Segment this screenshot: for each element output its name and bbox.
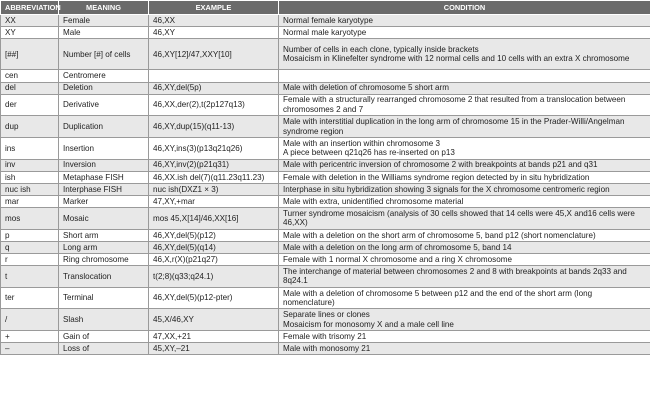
condition-line: Number of cells in each clone, typically inside brackets	[283, 44, 479, 54]
table-row	[1, 94, 650, 116]
cell-example: 45,XY,–21	[149, 343, 279, 355]
cell-abbreviation: q	[1, 241, 59, 253]
cell-abbreviation: cen	[1, 70, 59, 82]
cell-abbreviation: mos	[1, 208, 59, 230]
condition-line: Male with interstitial duplication in the long arm of chromosome 15 in the Prader-Willi/Angelman syndrome region	[283, 117, 625, 136]
condition-line: The interchange of material between chromosomes 2 and 8 with breakpoints at bands 2q33 and 8q24.1	[283, 266, 627, 286]
cell-meaning: Interphase FISH	[59, 183, 149, 195]
cell-abbreviation: r	[1, 253, 59, 265]
condition-line: Mosaicism in Klinefelter syndrome with 12 normal cells and 10 cells with an extra X chromosome	[283, 54, 630, 64]
condition-line: A piece between q21q26 has re-inserted on p13	[283, 148, 455, 158]
cell-meaning: Loss of	[59, 343, 149, 355]
cell-condition	[279, 82, 650, 94]
condition-line: Normal female karyotype	[283, 15, 373, 25]
cell-example: 46,XX.ish del(7)(q11.23q11.23)	[149, 171, 279, 183]
cell-example: 46,X,r(X)(p21q27)	[149, 253, 279, 265]
condition-line: Separate lines or clones	[283, 310, 370, 320]
table-row	[1, 266, 650, 288]
cell-condition	[279, 171, 650, 183]
condition-line: Mosaicism for monosomy X and a male cell line	[283, 319, 454, 329]
cell-example: 46,XY,del(5)(q14)	[149, 241, 279, 253]
table-row	[1, 39, 650, 70]
table-row	[1, 253, 650, 265]
condition-line: Interphase in situ hybridization showing 3 signals for the X chromosome centromeric region	[283, 184, 610, 194]
cell-example: 47,XX,+21	[149, 331, 279, 343]
cell-meaning: Marker	[59, 196, 149, 208]
cell-meaning: Metaphase FISH	[59, 171, 149, 183]
cell-abbreviation: /	[1, 309, 59, 331]
cell-example: 46,XY,del(5p)	[149, 82, 279, 94]
cell-example: 46,XY,inv(2)(p21q31)	[149, 159, 279, 171]
cell-meaning: Mosaic	[59, 208, 149, 230]
condition-line: Male with pericentric inversion of chromosome 2 with breakpoints at bands p21 and q31	[283, 160, 598, 170]
cell-condition	[279, 183, 650, 195]
cell-condition	[279, 138, 650, 160]
cell-abbreviation: del	[1, 82, 59, 94]
cell-example: 46,XX,der(2),t(2p127q13)	[149, 94, 279, 116]
cell-meaning: Gain of	[59, 331, 149, 343]
cell-meaning: Male	[59, 27, 149, 39]
cell-meaning: Insertion	[59, 138, 149, 160]
condition-line: Female with 1 normal X chromosome and a ring X chromosome	[283, 254, 512, 264]
condition-line: Male with an insertion within chromosome 3	[283, 138, 440, 148]
cell-condition	[279, 196, 650, 208]
table-row	[1, 287, 650, 309]
cell-condition	[279, 70, 650, 82]
header-abbreviation: ABBREVIATION	[1, 1, 59, 15]
cell-meaning: Short arm	[59, 229, 149, 241]
condition-line: Female with a structurally rearranged chromosome 2 that resulted from a translocation between chromosomes 2 and 7	[283, 95, 626, 115]
condition-line: Female with trisomy 21	[283, 331, 367, 341]
cell-example: 46,XY[12]/47,XXY[10]	[149, 39, 279, 70]
table-row	[1, 208, 650, 230]
cell-example: mos 45,X[14]/46,XX[16]	[149, 208, 279, 230]
cell-condition	[279, 208, 650, 230]
cell-abbreviation: mar	[1, 196, 59, 208]
cell-meaning: Ring chromosome	[59, 253, 149, 265]
cell-meaning: Duplication	[59, 116, 149, 138]
table-row	[1, 331, 650, 343]
cell-abbreviation: XX	[1, 15, 59, 27]
cell-meaning: Long arm	[59, 241, 149, 253]
table-row	[1, 229, 650, 241]
cell-abbreviation: ins	[1, 138, 59, 160]
cell-condition	[279, 94, 650, 116]
cell-meaning: Inversion	[59, 159, 149, 171]
cell-example: 46,XY,del(5)(p12)	[149, 229, 279, 241]
cell-abbreviation: p	[1, 229, 59, 241]
cell-condition	[279, 241, 650, 253]
cell-condition	[279, 287, 650, 309]
cell-example: 46,XY	[149, 27, 279, 39]
condition-line: Male with deletion of chromosome 5 short arm	[283, 83, 449, 93]
cell-condition	[279, 15, 650, 27]
condition-line: Normal male karyotype	[283, 27, 367, 37]
cell-condition	[279, 116, 650, 138]
cell-condition	[279, 229, 650, 241]
cell-example: 46,XY,ins(3)(p13q21q26)	[149, 138, 279, 160]
condition-line: Male with monosomy 21	[283, 343, 371, 353]
table-row	[1, 138, 650, 160]
table-row	[1, 15, 650, 27]
cell-meaning: Slash	[59, 309, 149, 331]
cell-abbreviation: –	[1, 343, 59, 355]
cell-example: 45,X/46,XY	[149, 309, 279, 331]
table-row	[1, 241, 650, 253]
table-row	[1, 116, 650, 138]
cell-condition	[279, 253, 650, 265]
cell-condition	[279, 266, 650, 288]
table-row	[1, 309, 650, 331]
cell-meaning: Terminal	[59, 287, 149, 309]
table-row	[1, 196, 650, 208]
table-row	[1, 183, 650, 195]
condition-line: Male with a deletion of chromosome 5 between p12 and the end of the short arm (long nomenclature)	[283, 288, 593, 308]
cell-abbreviation: dup	[1, 116, 59, 138]
cell-example: 46,XX	[149, 15, 279, 27]
cell-example	[149, 70, 279, 82]
condition-line: Female with deletion in the Williams syndrome region detected by in situ hybridization	[283, 172, 590, 182]
cell-meaning: Number [#] of cells	[59, 39, 149, 70]
cell-example: 46,XY,dup(15)(q11-13)	[149, 116, 279, 138]
table-body	[1, 15, 650, 355]
table-row	[1, 159, 650, 171]
cell-condition	[279, 343, 650, 355]
table-row	[1, 343, 650, 355]
condition-line: Turner syndrome mosaicism (analysis of 30 cells showed that 14 cells were 45,X and16 cells were 46,XX)	[283, 208, 635, 228]
cell-condition	[279, 27, 650, 39]
cell-meaning: Derivative	[59, 94, 149, 116]
cell-meaning: Deletion	[59, 82, 149, 94]
cell-example: 47,XY,+mar	[149, 196, 279, 208]
header-example: EXAMPLE	[149, 1, 279, 15]
cell-abbreviation: [##]	[1, 39, 59, 70]
header-meaning: MEANING	[59, 1, 149, 15]
cell-abbreviation: inv	[1, 159, 59, 171]
cell-condition	[279, 39, 650, 70]
cell-abbreviation: XY	[1, 27, 59, 39]
cell-abbreviation: +	[1, 331, 59, 343]
condition-line: Male with a deletion on the short arm of chromosome 5, band p12 (short nomenclature)	[283, 230, 596, 240]
condition-line: Male with a deletion on the long arm of chromosome 5, band 14	[283, 242, 512, 252]
cell-abbreviation: der	[1, 94, 59, 116]
cell-condition	[279, 331, 650, 343]
cell-example: nuc ish(DXZ1 × 3)	[149, 183, 279, 195]
cell-condition	[279, 309, 650, 331]
header-condition: CONDITION	[279, 1, 650, 15]
table-row	[1, 70, 650, 82]
cell-meaning: Female	[59, 15, 149, 27]
cell-abbreviation: t	[1, 266, 59, 288]
table-row	[1, 171, 650, 183]
cell-meaning: Centromere	[59, 70, 149, 82]
cell-condition	[279, 159, 650, 171]
table-row	[1, 82, 650, 94]
cell-abbreviation: ter	[1, 287, 59, 309]
cell-abbreviation: ish	[1, 171, 59, 183]
header-row	[1, 1, 650, 15]
cell-meaning: Translocation	[59, 266, 149, 288]
cell-example: t(2;8)(q33;q24.1)	[149, 266, 279, 288]
cell-example: 46,XY,del(5)(p12-pter)	[149, 287, 279, 309]
condition-line: Male with extra, unidentified chromosome material	[283, 196, 464, 206]
cell-abbreviation: nuc ish	[1, 183, 59, 195]
table-row	[1, 27, 650, 39]
